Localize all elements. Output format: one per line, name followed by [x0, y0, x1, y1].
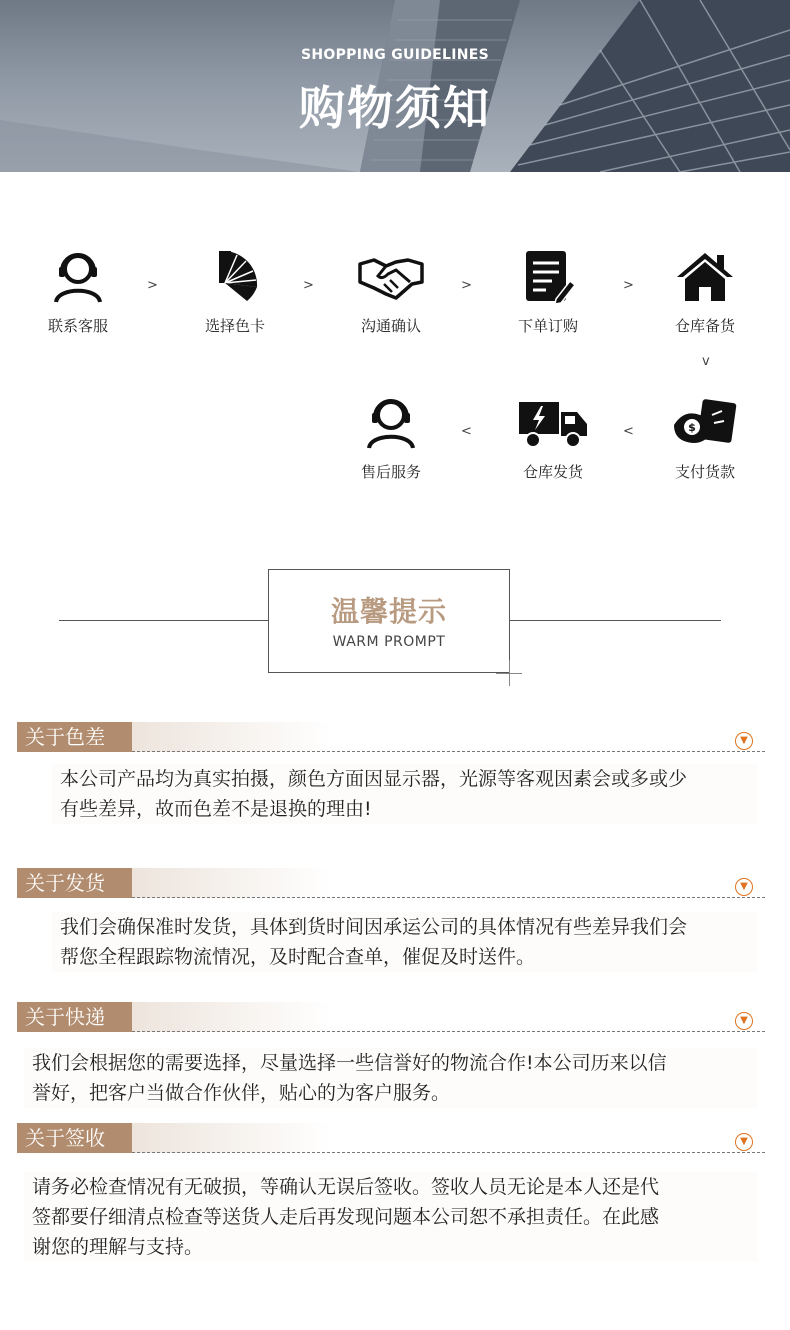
money-payment-icon — [645, 393, 765, 453]
section-body-sign-for — [24, 1172, 758, 1262]
section-text-line: 请务必检查情况有无破损，等确认无误后签收。签收人员无论是本人还是代 — [32, 1176, 660, 1198]
step-label: 沟通确认 — [360, 317, 421, 335]
step-place-order — [488, 247, 608, 336]
section-text-line: 本公司产品均为真实拍摄，颜色方面因显示器，光源等客观因素会或多或少 — [60, 768, 688, 790]
section-title: 关于发货 — [17, 868, 132, 898]
arrow-left-icon: < — [461, 424, 472, 439]
arrow-right-icon: > — [623, 278, 634, 293]
banner-subtitle: SHOPPING GUIDELINES — [301, 47, 489, 63]
section-body-express — [24, 1048, 758, 1108]
warehouse-house-icon — [645, 247, 765, 307]
dashed-divider — [132, 1152, 765, 1153]
section-text-line: 我们会根据您的需要选择，尽量选择一些信誉好的物流合作!本公司历来以信 — [32, 1052, 667, 1074]
chevron-down-circle-icon: ▼ — [735, 1012, 753, 1030]
section-header-express — [17, 1002, 765, 1032]
chevron-down-circle-icon: ▼ — [735, 1133, 753, 1151]
dashed-divider — [132, 897, 765, 898]
delivery-truck-icon — [493, 393, 613, 453]
header-fade — [132, 868, 332, 898]
dashed-divider — [132, 751, 765, 752]
section-text-line: 有些差异，故而色差不是退换的理由! — [60, 798, 372, 820]
step-select-color-card — [175, 247, 295, 336]
arrow-right-icon: > — [147, 278, 158, 293]
step-after-sales — [331, 393, 451, 482]
section-body-shipping — [52, 912, 758, 972]
section-text-line: 帮您全程跟踪物流情况，及时配合查单，催促及时送件。 — [60, 946, 536, 968]
step-label: 售后服务 — [360, 463, 421, 481]
step-label: 支付货款 — [674, 463, 735, 481]
step-pay — [645, 393, 765, 482]
step-warehouse-ship — [493, 393, 613, 482]
section-text-line: 签都要仔细清点检查等送货人走后再发现问题本公司恕不承担责任。在此感 — [32, 1206, 660, 1228]
svg-text:$: $ — [688, 421, 696, 434]
step-label: 下单订购 — [517, 317, 578, 335]
header-banner — [0, 0, 790, 172]
divider-line — [510, 620, 721, 621]
section-header-shipping — [17, 868, 765, 898]
arrow-right-icon: > — [461, 278, 472, 293]
section-text-line: 誉好，把客户当做合作伙伴，贴心的为客户服务。 — [32, 1082, 451, 1104]
step-label: 联系客服 — [47, 317, 108, 335]
header-fade — [132, 722, 332, 752]
warm-prompt-title: 温馨提示 — [330, 595, 447, 628]
step-label: 选择色卡 — [204, 317, 265, 335]
after-sales-headset-icon — [331, 393, 451, 453]
chevron-down-circle-icon: ▼ — [735, 878, 753, 896]
warm-prompt-subtitle: WARM PROMPT — [332, 634, 446, 650]
section-text-line: 我们会确保准时发货，具体到货时间因承运公司的具体情况有些差异我们会 — [60, 916, 688, 938]
step-label: 仓库备货 — [674, 317, 735, 335]
arrow-right-icon: > — [303, 278, 314, 293]
section-title: 关于签收 — [17, 1123, 132, 1153]
dashed-divider — [132, 1031, 765, 1032]
handshake-icon — [331, 247, 451, 307]
section-title: 关于色差 — [17, 722, 132, 752]
section-header-sign-for — [17, 1123, 765, 1153]
header-fade — [132, 1123, 332, 1153]
banner-title: 购物须知 — [299, 81, 491, 135]
cross-decoration — [509, 660, 510, 686]
step-contact-service — [18, 247, 138, 336]
warm-prompt-box — [268, 569, 510, 673]
divider-line — [59, 620, 268, 621]
section-title: 关于快递 — [17, 1002, 132, 1032]
header-fade — [132, 1002, 332, 1032]
step-communicate-confirm — [331, 247, 451, 336]
section-body-color-difference — [52, 764, 758, 824]
order-document-icon — [488, 247, 608, 307]
chevron-down-circle-icon: ▼ — [735, 732, 753, 750]
headset-person-icon — [18, 247, 138, 307]
color-swatch-fan-icon — [175, 247, 295, 307]
arrow-left-icon: < — [623, 424, 634, 439]
section-text-line: 谢您的理解与支持。 — [32, 1236, 204, 1258]
arrow-down-icon: v — [702, 354, 710, 369]
step-warehouse-stock — [645, 247, 765, 336]
section-header-color-difference — [17, 722, 765, 752]
step-label: 仓库发货 — [522, 463, 583, 481]
